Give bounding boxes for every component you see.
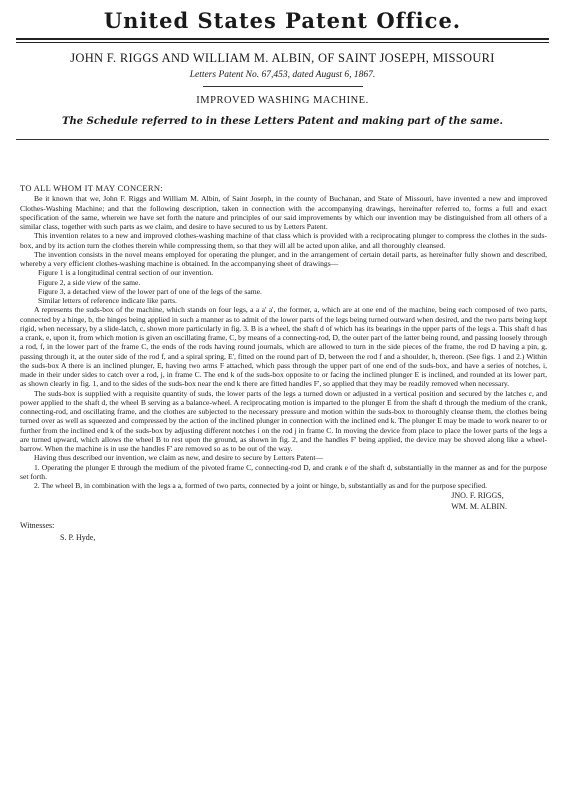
- paragraph: Be it known that we, John F. Riggs and William M. Albin, of Saint Joseph, in the county of Buchanan, and State of Missouri, have invented a new and improved Clothes-Washing Machine; and that the following description, taken in connection with the accompanying drawings, hereinafter referred to, forms a full and exact specification of the same, wherein we have set forth the nature and principles of our said improvements by which our invention may be distinguished from all others of a similar class, together with such parts as we claim, and desire to have secured to us by Letters Patent.: [20, 194, 547, 231]
- header-divider: [16, 139, 549, 140]
- figure-caption: Similar letters of reference indicate like parts.: [38, 296, 177, 305]
- inventors-line: JOHN F. RIGGS AND WILLIAM M. ALBIN, OF SAINT JOSEPH, MISSOURI: [70, 51, 495, 65]
- claim-intro: Having thus described our invention, we claim as new, and desire to secure by Letters Patent—: [34, 453, 324, 463]
- masthead-rule: [16, 38, 549, 43]
- specification-body: [20, 184, 547, 544]
- paragraph: This invention relates to a new and improved clothes-washing machine of that class which is provided with a reciprocating plunger to compress the clothes in the suds-box, and by its action turn the clothes therein while compressing them, so that they will all be acted upon alike, and all thoroughly cleansed.: [20, 231, 547, 250]
- paragraph: A represents the suds-box of the machine, which stands on four legs, a a a' a', the former, a, which are at one end of the machine, being each composed of two parts, connected by a hinge, b, the hinges being applied in such a manner as to admit of the lower parts of the legs being turned outward when desired, and the two parts being kept rigid, when necessary, by a slide-latch, c, shown more particularly in fig. 3. B is a wheel, the shaft d of which has its bearings in the upper parts of the legs a. This shaft d has a crank, e, upon it, from which motion is given an oscillating frame, C, by means of a connecting-rod, D, the outer part of the latter being round, and passing loosely through a rod, f, in the lower part of the frame C, the ends of the rods having round journals, which are allowed to turn in the side pieces of the frame, the rod D having a pin, g, passing through it, at the outer side of the rod f, and a spiral spring, E', fitted on the round part of D, between the rod f and a shoulder, h, thereon. (See figs. 1 and 2.) Within the suds-box A there is an inclined plunger, E, having two arms F attached, which pass through the upper part of one end of the suds-box, and have a series of notches, i, made in their under sides to catch over a rod, j, in frame C. The end k of the suds-box opposite to or facing the inclined plunger E is inclined, and rounded at its lower part, as shown clearly in fig. 1, and to the sides of the suds-box near the end k there are fitted handles F', so applied that they may be readily removed when necessary.: [20, 305, 547, 389]
- salutation: TO ALL WHOM IT MAY CONCERN:: [20, 183, 163, 193]
- patent-title: IMPROVED WASHING MACHINE.: [196, 95, 369, 106]
- witness-block: [20, 520, 547, 544]
- signatures: [451, 490, 507, 512]
- witness-name: S. P. Hyde,: [60, 533, 96, 543]
- short-rule: [203, 86, 363, 87]
- witnesses-label: Witnesses:: [20, 521, 55, 531]
- figure-caption: Figure 1 is a longitudinal central section of our invention.: [38, 268, 214, 278]
- signature-block: [20, 490, 547, 520]
- paragraph: The invention consists in the novel means employed for operating the plunger, and in the arrangement of certain detail parts, as hereinafter fully shown and described, whereby a very efficient clothes-washing machine is obtained. In the accompanying sheet of drawings—: [20, 249, 547, 268]
- paragraph: The suds-box is supplied with a requisite quantity of suds, the lower parts of the legs a turned down or adjusted in a vertical position and secured by the latches c, and power applied to the shaft d, the wheel B serving as a balance-wheel. A reciprocating motion is imparted to the plunger E from the shaft d through the medium of the crank, connecting-rod, and oscillating frame, and the clothes are subjected to the necessary pressure and motion within the suds-box to thoroughly cleanse them, the clothes being turned over as well as squeezed and compressed by the action of the inclined plunger in connection with the inclined end k. The plunger E may be made to work nearer to or further from the inclined end k of the suds-box by adjusting different notches i on the rod j in frame C. In moving the device from place to place the lower parts of the legs a are turned upward, which allows the wheel B to rest upon the ground, as shown in fig. 2, and the handles F' being applied, the device may be shoved along like a wheel-barrow. When the machine is in use the handles F' are removed so as to be out of the way.: [20, 388, 547, 453]
- claim-2: 2. The wheel B, in combination with the legs a a, formed of two parts, connected by a joint or hinge, b, substantially as and for the purpose specified.: [34, 481, 488, 490]
- figure-caption: Figure 2, a side view of the same.: [38, 277, 141, 287]
- letters-patent-line: Letters Patent No. 67,453, dated August 6, 1867.: [189, 70, 376, 80]
- claim-1: 1. Operating the plunger E through the medium of the pivoted frame C, connecting-rod D, and crank e of the shaft d, substantially in the manner as and for the purpose set forth.: [20, 462, 547, 481]
- signature-albin: WM. M. ALBIN.: [451, 502, 507, 512]
- masthead: United States Patent Office.: [103, 8, 462, 33]
- signature-riggs: JNO. F. RIGGS,: [451, 491, 504, 501]
- figure-caption: Figure 3, a detached view of the lower part of one of the legs of the same.: [38, 286, 262, 296]
- schedule-line: The Schedule referred to in these Letters Patent and making part of the same.: [62, 116, 503, 127]
